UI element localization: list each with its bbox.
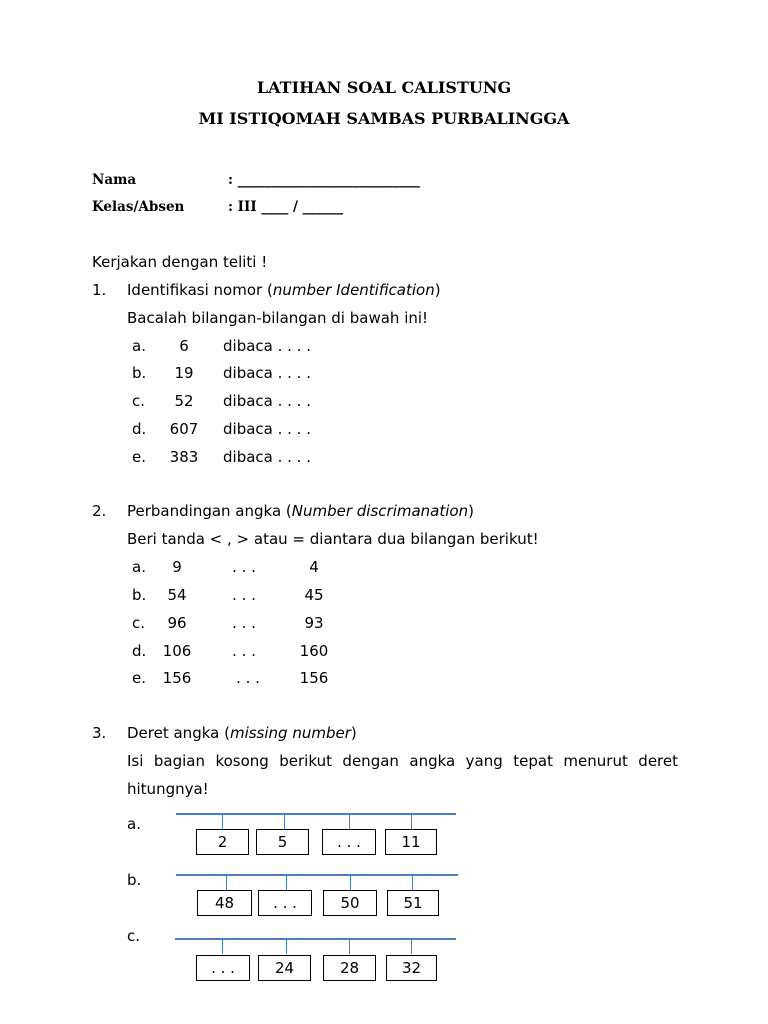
tick-mark bbox=[286, 874, 287, 890]
answer-box[interactable]: . . . bbox=[322, 829, 376, 855]
comparison-dots[interactable]: . . . bbox=[232, 614, 256, 632]
tick-mark bbox=[286, 938, 287, 954]
item-text: dibaca . . . . bbox=[223, 337, 311, 355]
item-number: 19 bbox=[174, 364, 194, 382]
tick-mark bbox=[349, 813, 350, 829]
name-label: Nama bbox=[92, 172, 137, 188]
item-number: 383 bbox=[169, 448, 199, 466]
q1-prompt: Bacalah bilangan-bilangan di bawah ini! bbox=[127, 309, 429, 327]
answer-box[interactable]: . . . bbox=[196, 955, 250, 981]
sequence-letter: a. bbox=[127, 815, 141, 833]
q1-number: 1. bbox=[92, 281, 107, 299]
tick-mark bbox=[411, 813, 412, 829]
school-name: MI ISTIQOMAH SAMBAS PURBALINGGA bbox=[198, 109, 570, 128]
page-title: LATIHAN SOAL CALISTUNG bbox=[256, 78, 512, 97]
item-text: dibaca . . . . bbox=[223, 420, 311, 438]
comparison-dots[interactable]: . . . bbox=[232, 586, 256, 604]
item-letter: e. bbox=[132, 669, 146, 687]
number-box: 32 bbox=[386, 955, 437, 981]
item-letter: d. bbox=[132, 642, 147, 660]
item-text: dibaca . . . . bbox=[223, 392, 311, 410]
item-letter: a. bbox=[132, 558, 146, 576]
right-number: 4 bbox=[309, 558, 319, 576]
item-letter: a. bbox=[132, 337, 146, 355]
item-letter: b. bbox=[132, 586, 147, 604]
number-box: 48 bbox=[197, 890, 252, 916]
class-field[interactable]: : III ____ / ______ bbox=[228, 199, 344, 215]
number-line bbox=[176, 874, 458, 876]
item-letter: d. bbox=[132, 420, 147, 438]
q3-number: 3. bbox=[92, 724, 107, 742]
item-letter: b. bbox=[132, 364, 147, 382]
item-letter: e. bbox=[132, 448, 146, 466]
q1-title: Identifikasi nomor (number Identification) bbox=[127, 281, 441, 299]
tick-mark bbox=[349, 938, 350, 954]
tick-mark bbox=[226, 874, 227, 890]
right-number: 160 bbox=[299, 642, 329, 660]
q2-title: Perbandingan angka (Number discrimanation) bbox=[127, 502, 474, 520]
left-number: 9 bbox=[172, 558, 182, 576]
item-number: 607 bbox=[169, 420, 199, 438]
q3-title: Deret angka (missing number) bbox=[127, 724, 357, 742]
right-number: 93 bbox=[304, 614, 324, 632]
left-number: 156 bbox=[162, 669, 192, 687]
instruction: Kerjakan dengan teliti ! bbox=[92, 253, 268, 271]
item-text: dibaca . . . . bbox=[223, 448, 311, 466]
number-box: 50 bbox=[323, 890, 377, 916]
tick-mark bbox=[411, 938, 412, 954]
tick-mark bbox=[222, 938, 223, 954]
comparison-dots[interactable]: . . . bbox=[236, 669, 260, 687]
left-number: 96 bbox=[167, 614, 187, 632]
tick-mark bbox=[350, 874, 351, 890]
comparison-dots[interactable]: . . . bbox=[232, 558, 256, 576]
number-box: 51 bbox=[387, 890, 439, 916]
right-number: 45 bbox=[304, 586, 324, 604]
left-number: 106 bbox=[162, 642, 192, 660]
comparison-dots[interactable]: . . . bbox=[232, 642, 256, 660]
number-box: 2 bbox=[196, 829, 249, 855]
q2-number: 2. bbox=[92, 502, 107, 520]
number-box: 28 bbox=[323, 955, 376, 981]
number-box: 24 bbox=[258, 955, 311, 981]
name-field[interactable]: : ___________________________ bbox=[228, 172, 420, 188]
number-line bbox=[175, 938, 456, 940]
right-number: 156 bbox=[299, 669, 329, 687]
item-letter: c. bbox=[132, 614, 146, 632]
tick-mark bbox=[222, 813, 223, 829]
item-number: 52 bbox=[174, 392, 194, 410]
q3-prompt-continued: hitungnya! bbox=[127, 780, 209, 798]
item-text: dibaca . . . . bbox=[223, 364, 311, 382]
class-label: Kelas/Absen bbox=[92, 199, 185, 215]
tick-mark bbox=[284, 813, 285, 829]
answer-box[interactable]: . . . bbox=[258, 890, 312, 916]
number-box: 5 bbox=[256, 829, 309, 855]
number-line bbox=[176, 813, 456, 815]
number-box: 11 bbox=[385, 829, 437, 855]
sequence-letter: c. bbox=[127, 927, 141, 945]
tick-mark bbox=[412, 874, 413, 890]
item-number: 6 bbox=[179, 337, 189, 355]
q2-prompt: Beri tanda < , > atau = diantara dua bilangan berikut! bbox=[127, 530, 539, 548]
left-number: 54 bbox=[167, 586, 187, 604]
sequence-letter: b. bbox=[127, 871, 142, 889]
q3-prompt: Isi bagian kosong berikut dengan angka yang tepat menurut deret bbox=[127, 752, 678, 770]
item-letter: c. bbox=[132, 392, 146, 410]
